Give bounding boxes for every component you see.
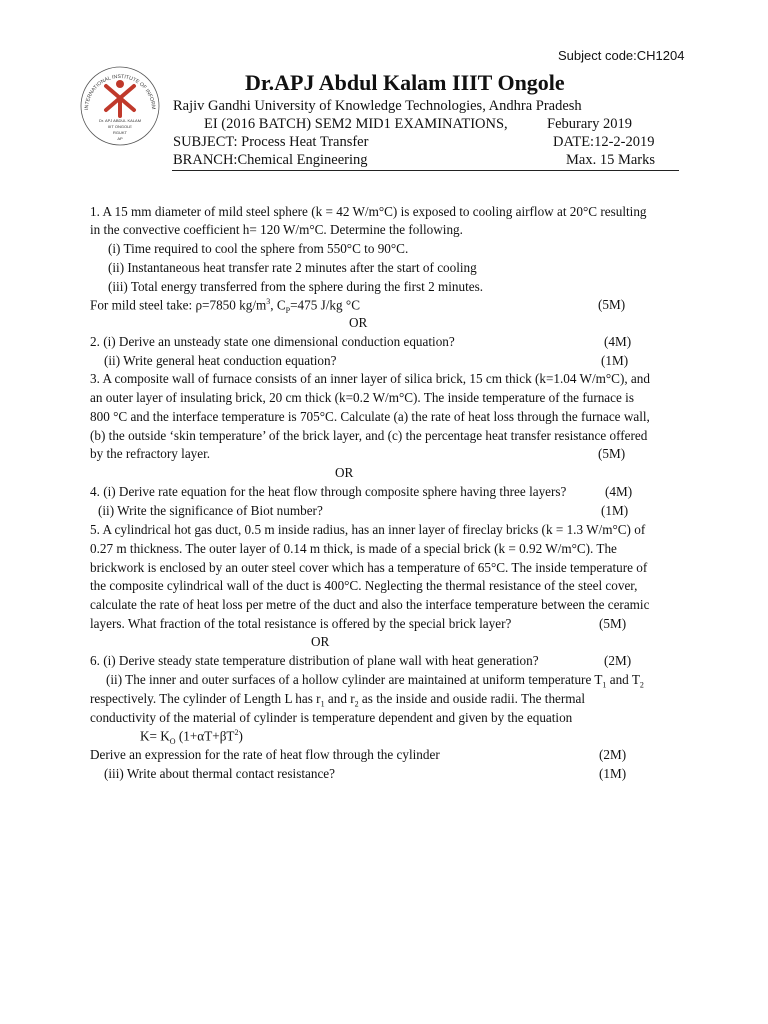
q2-part-i: 2. (i) Derive an unsteady state one dimensional conduction equation? xyxy=(90,334,455,349)
exam-month: Feburary 2019 xyxy=(547,116,632,132)
logo-line-2: IIIT ONGOLE xyxy=(108,124,132,129)
q4-part-i-marks: (4M) xyxy=(605,484,633,499)
subject-line: SUBJECT: Process Heat Transfer xyxy=(173,134,369,150)
university-name: Rajiv Gandhi University of Knowledge Technologies, Andhra Pradesh xyxy=(173,98,582,114)
q5-marks: (5M) xyxy=(599,616,627,631)
q1-part-i: (i) Time required to cool the sphere from 550°C to 90°C. xyxy=(108,241,409,256)
q6-derive-line: Derive an expression for the rate of heat flow through the cylinder xyxy=(90,747,440,762)
logo-line-4: AP xyxy=(117,136,123,141)
exam-title: EI (2016 BATCH) SEM2 MID1 EXAMINATIONS, xyxy=(204,116,508,132)
or-separator-1: OR xyxy=(349,315,368,330)
header-divider xyxy=(172,170,679,171)
q6-part-i-marks: (2M) xyxy=(604,653,632,668)
q1-line-1: 1. A 15 mm diameter of mild steel sphere (k = 42 W/m°C) is exposed to cooling airflow at 20°C resulting xyxy=(90,204,647,219)
q1-line-2: in the convective coefficient h= 120 W/m°C. Determine the following. xyxy=(90,222,463,237)
q3-marks: (5M) xyxy=(598,446,626,461)
q6-equation: $K= K_O$ $(1+\alpha T+\beta T^2)$ xyxy=(140,728,243,747)
q4-part-ii-marks: (1M) xyxy=(601,503,629,518)
q5-line-4: the composite cylindrical wall of the duct is 400°C. Neglecting the thermal resistance of the steel cover, xyxy=(90,578,638,593)
q5-line-6: layers. What fraction of the total resistance is offered by the special brick layer? xyxy=(90,616,512,631)
q4-part-ii: (ii) Write the significance of Biot number? xyxy=(98,503,323,518)
q6-part-i: 6. (i) Derive steady state temperature distribution of plane wall with heat generation? xyxy=(90,653,539,668)
q6-part-ii-line-3: conductivity of the material of cylinder is temperature dependent and given by the equation xyxy=(90,710,573,725)
logo-emblem-icon xyxy=(78,64,162,148)
q6-part-ii-line-1: (ii) The inner and outer surfaces of a hollow cylinder are maintained at uniform temperature $T_1$ and $T_2$ xyxy=(106,672,644,690)
logo-ring-text: INTERNATIONAL INSTITUTE OF INFORM xyxy=(83,73,157,111)
q6-derive-marks: (2M) xyxy=(599,747,627,762)
q6-part-iii-marks: (1M) xyxy=(599,766,627,781)
subject-code: Subject code:CH1204 xyxy=(558,48,685,63)
max-marks: Max. 15 Marks xyxy=(566,152,656,168)
or-separator-2: OR xyxy=(335,465,354,480)
q3-line-3: 800 °C and the interface temperature is 705°C. Calculate (a) the rate of heat loss through the furnace wall, xyxy=(90,409,650,424)
q1-part-iii: (iii) Total energy transferred from the sphere during the first 2 minutes. xyxy=(108,279,484,294)
logo-line-3: RGUKT xyxy=(113,130,127,135)
q1-part-ii: (ii) Instantaneous heat transfer rate 2 minutes after the start of cooling xyxy=(108,260,477,275)
q2-part-i-marks: (4M) xyxy=(604,334,632,349)
q6-part-ii-line-2: respectively. The cylinder of Length L has $r_1$ and $r_2$ as the inside and ouside radii. The thermal xyxy=(90,691,586,709)
q3-line-1: 3. A composite wall of furnace consists of an inner layer of silica brick, 15 cm thick (k=1.04 W/m°C), and xyxy=(90,371,650,386)
q3-line-5: by the refractory layer. xyxy=(90,446,211,461)
q1-properties: For mild steel take: ρ=7850 $kg/m^3$, $C_P=475$ J/kg °C xyxy=(90,297,360,316)
logo-line-1: Dr. APJ ABDUL KALAM xyxy=(98,118,142,123)
q2-part-ii-marks: (1M) xyxy=(601,353,629,368)
or-separator-3: OR xyxy=(311,634,330,649)
q1-marks: (5M) xyxy=(598,297,626,312)
q3-line-2: an outer layer of insulating brick, 20 cm thick (k=0.2 W/m°C). The inside temperature of the furnace is xyxy=(90,390,634,405)
q3-line-4: (b) the outside ‘skin temperature’ of the brick layer, and (c) the percentage heat transfer resistance offered xyxy=(90,428,648,443)
q4-part-i: 4. (i) Derive rate equation for the heat flow through composite sphere having three layers? xyxy=(90,484,567,499)
branch-line: BRANCH:Chemical Engineering xyxy=(173,152,368,168)
q5-line-1: 5. A cylindrical hot gas duct, 0.5 m inside radius, has an inner layer of fireclay bricks (k = 1.3 W/m°C) of xyxy=(90,522,646,537)
q5-line-2: 0.27 m thickness. The outer layer of 0.14 m thick, is made of a special brick (k = 0.92 W/m°C). The xyxy=(90,541,617,556)
q6-part-iii: (iii) Write about thermal contact resistance? xyxy=(104,766,336,781)
q2-part-ii: (ii) Write general heat conduction equation? xyxy=(104,353,337,368)
q5-line-3: brickwork is enclosed by an outer steel cover which has a temperature of 65°C. The inside temperature of xyxy=(90,560,648,575)
exam-date: DATE:12-2-2019 xyxy=(553,134,655,150)
q5-line-5: calculate the rate of heat loss per metre of the duct and also the interface temperature between the ceramic xyxy=(90,597,650,612)
logo-figure-icon xyxy=(106,86,134,116)
institute-logo xyxy=(78,64,162,148)
college-name: Dr.APJ Abdul Kalam IIIT Ongole xyxy=(245,70,565,95)
